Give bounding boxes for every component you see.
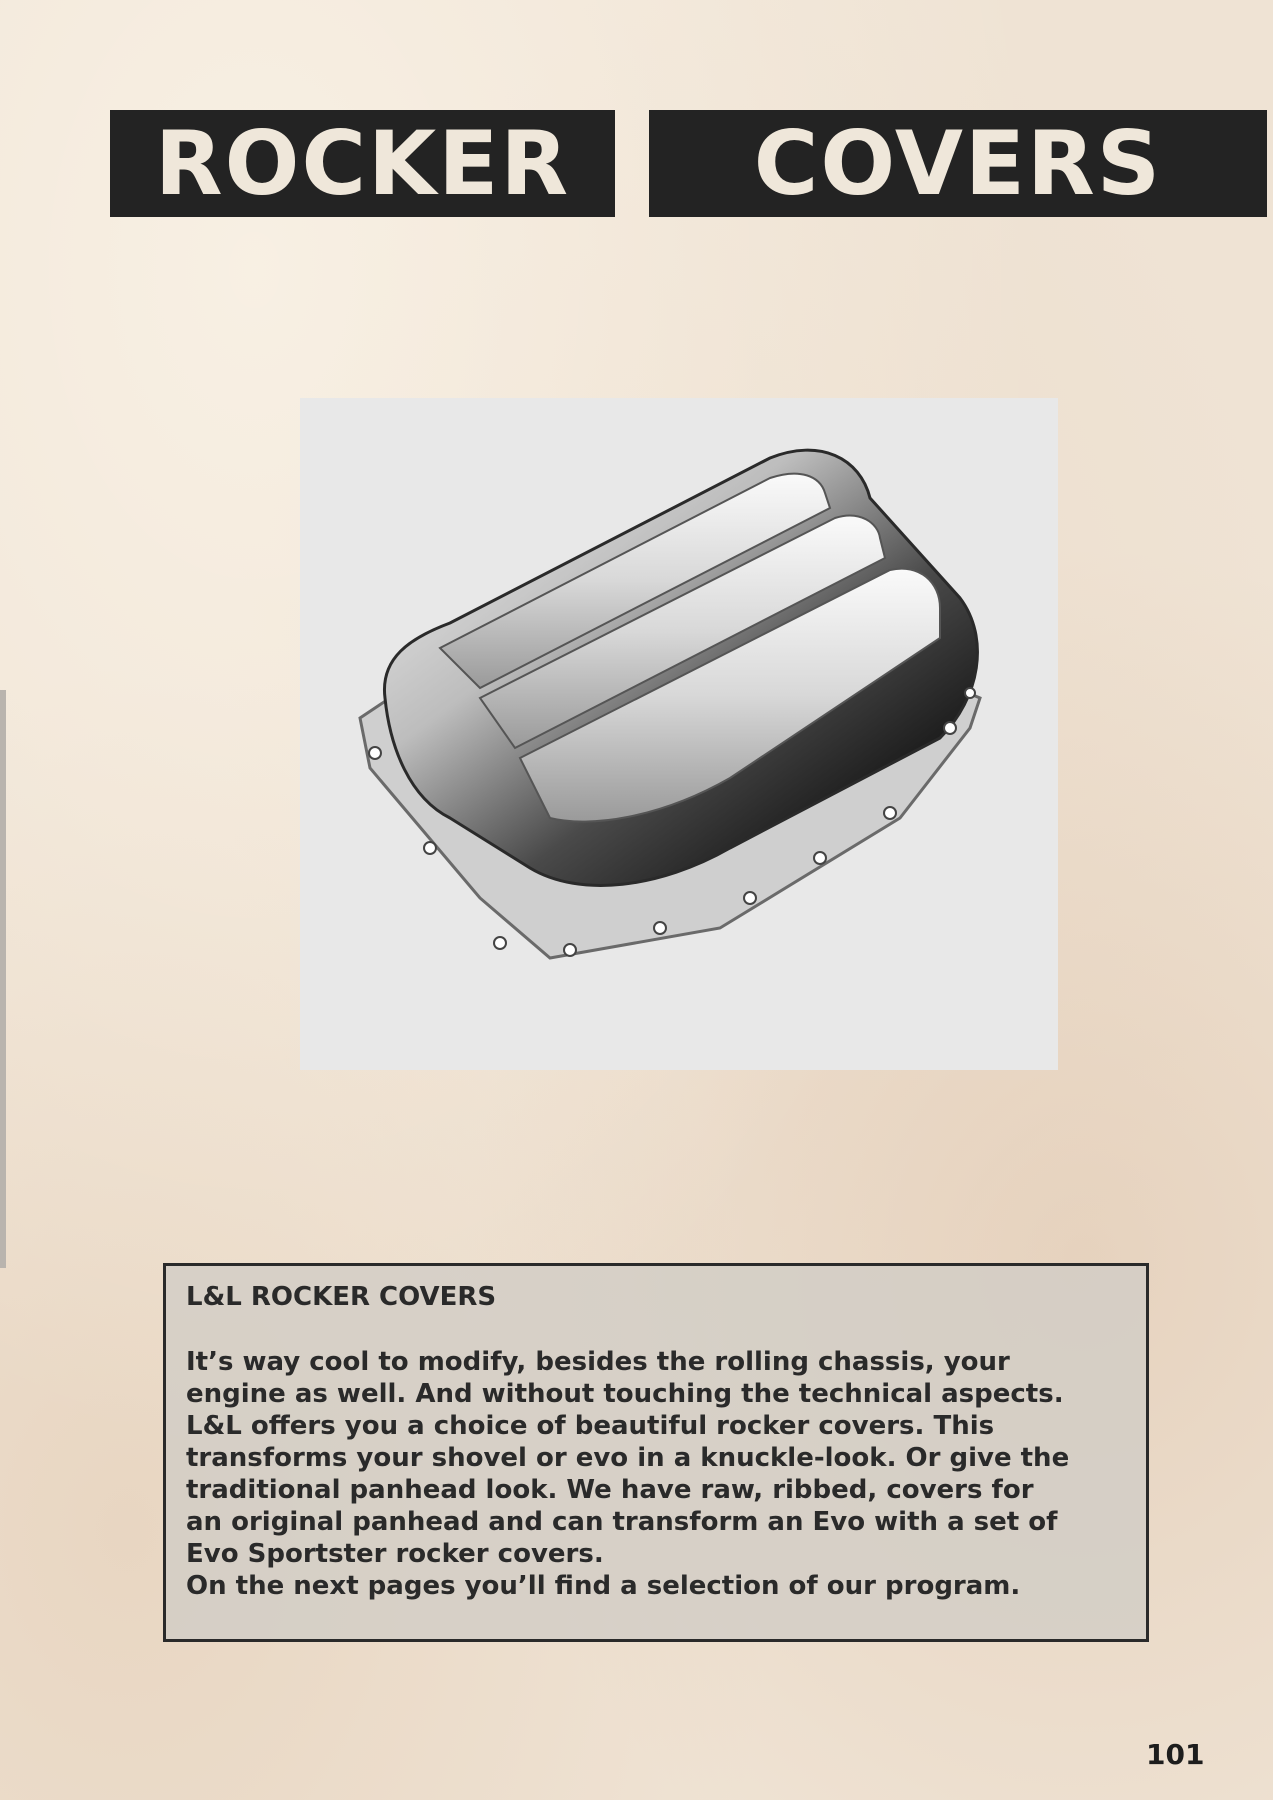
title-word-rocker: ROCKER <box>110 110 615 217</box>
title-word-covers: COVERS <box>649 110 1267 217</box>
description-line: L&L offers you a choice of beautiful rocker covers. This <box>186 1411 995 1441</box>
description-line: transforms your shovel or evo in a knuckle-look. Or give the <box>186 1443 1070 1473</box>
rocker-cover-photo <box>300 398 1058 1070</box>
description-line: engine as well. And without touching the technical aspects. <box>186 1379 1064 1409</box>
page-number: 101 <box>1146 1738 1205 1771</box>
page-edge-strip <box>0 690 6 1268</box>
description-body <box>186 1346 1126 1602</box>
description-line: On the next pages you’ll find a selection of our program. <box>186 1571 1021 1601</box>
description-line: It’s way cool to modify, besides the rolling chassis, your <box>186 1347 1010 1377</box>
description-line: traditional panhead look. We have raw, ribbed, covers for <box>186 1475 1034 1505</box>
description-box <box>163 1263 1149 1642</box>
description-line: Evo Sportster rocker covers. <box>186 1539 604 1569</box>
description-line: an original panhead and can transform an Evo with a set of <box>186 1507 1058 1537</box>
description-heading: L&L ROCKER COVERS <box>186 1282 497 1312</box>
rocker-cover-illustration <box>300 398 1058 1070</box>
